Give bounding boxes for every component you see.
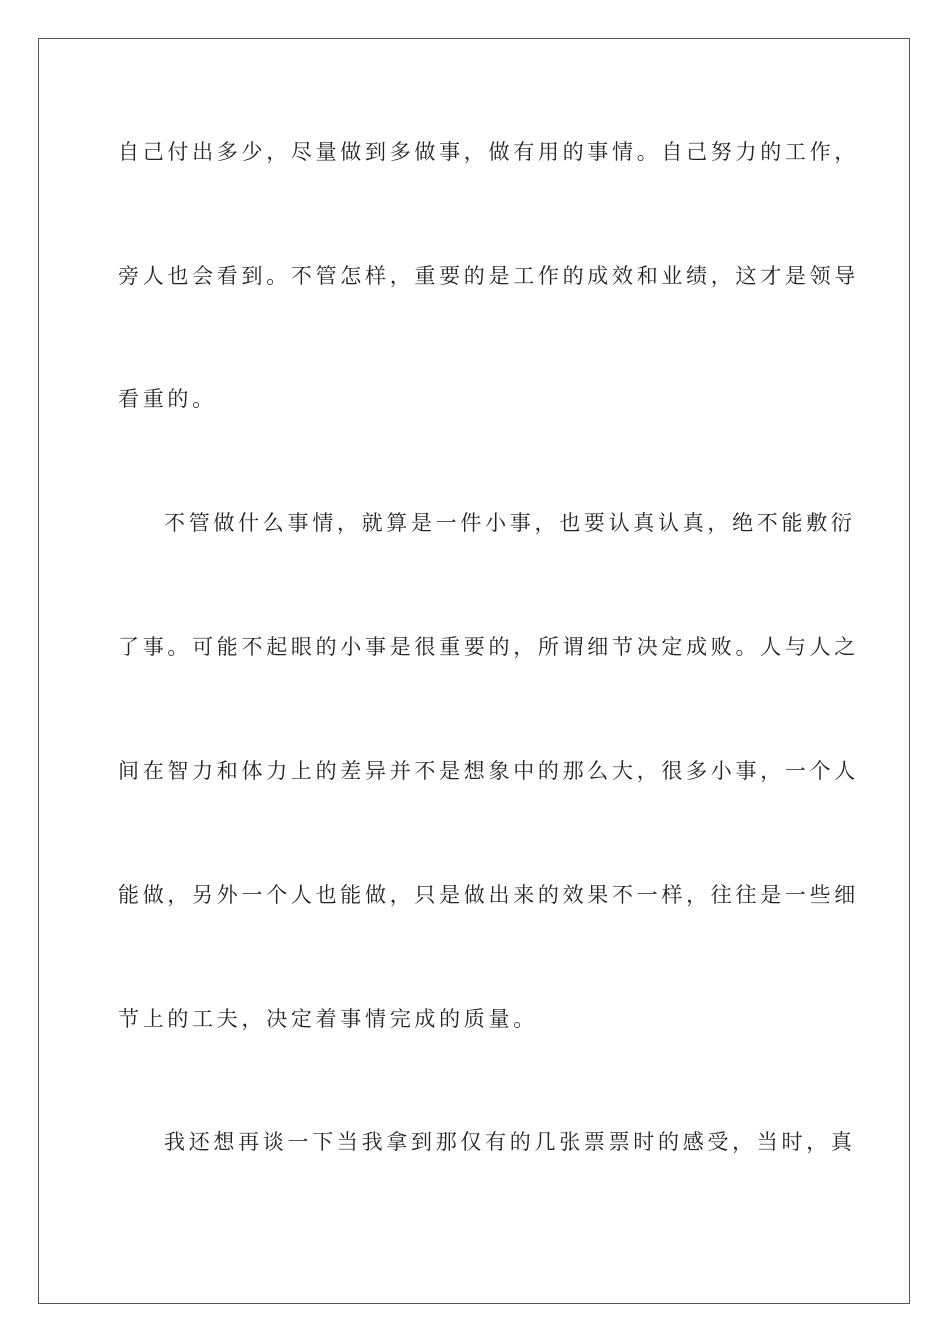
paragraph-line: 了事。可能不起眼的小事是很重要的，所谓细节决定成败。人与人之 <box>118 635 859 659</box>
paragraph-line: 自己付出多少，尽量做到多做事，做有用的事情。自己努力的工作， <box>118 140 859 164</box>
page-frame <box>38 38 910 1304</box>
paragraph-line: 看重的。 <box>118 387 217 411</box>
paragraph-line: 能做，另外一个人也能做，只是做出来的效果不一样，往往是一些细 <box>118 883 859 907</box>
paragraph-line: 间在智力和体力上的差异并不是想象中的那么大，很多小事，一个人 <box>118 759 859 783</box>
paragraph-line: 旁人也会看到。不管怎样，重要的是工作的成效和业绩，这才是领导 <box>118 264 859 288</box>
paragraph-line: 不管做什么事情，就算是一件小事，也要认真认真，绝不能敷衍 <box>164 511 856 535</box>
paragraph-line: 我还想再谈一下当我拿到那仅有的几张票票时的感受，当时，真 <box>164 1130 856 1154</box>
paragraph-line: 节上的工夫，决定着事情完成的质量。 <box>118 1007 538 1031</box>
